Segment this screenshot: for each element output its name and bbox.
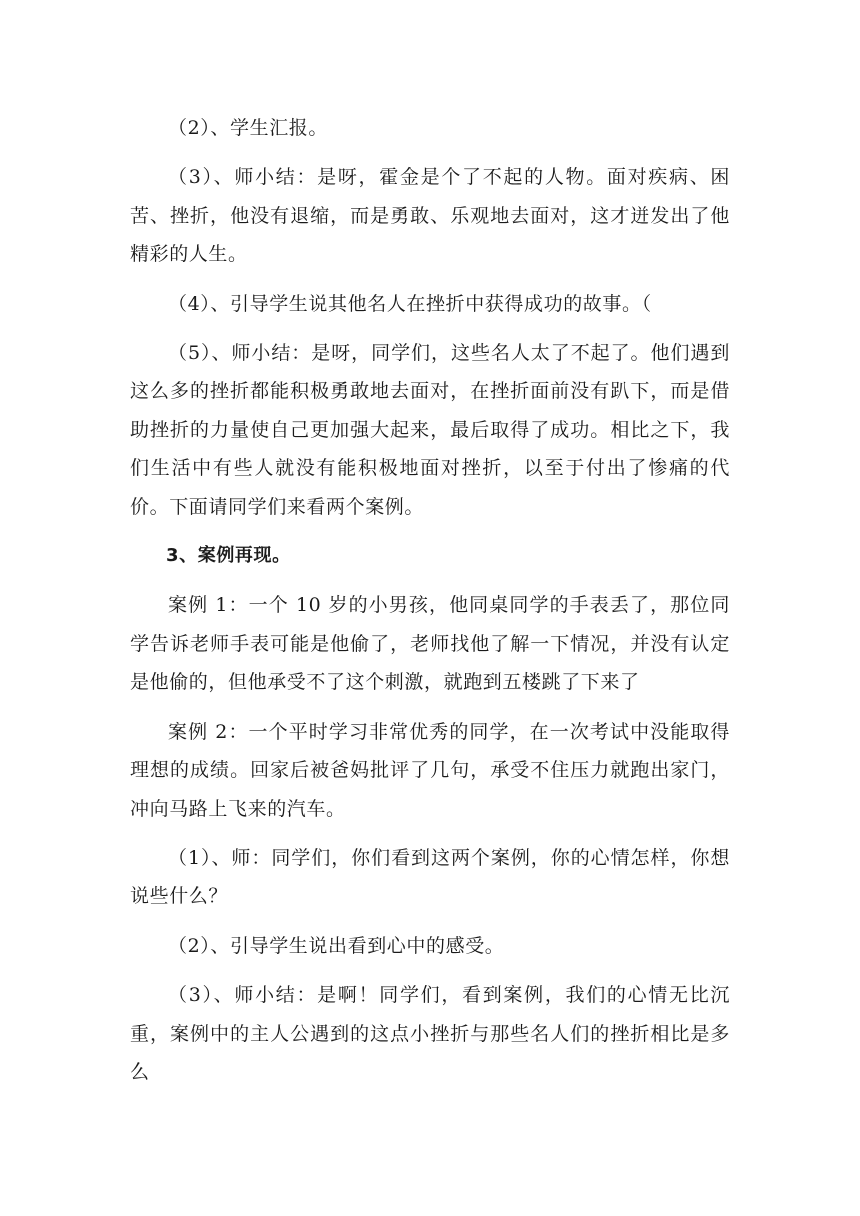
paragraph-case-1: 案例 1：一个 10 岁的小男孩，他同桌同学的手表丢了，那位同学告诉老师手表可能是他偷了，老师找他了解一下情况，并没有认定是他偷的，但他承受不了这个刺激，就跑到五楼跳了下来了 <box>130 594 730 694</box>
paragraph-case-2: 案例 2：一个平时学习非常优秀的同学，在一次考试中没能取得理想的成绩。回家后被爸妈批评了几句，承受不住压力就跑出家门，冲向马路上飞来的汽车。 <box>130 720 730 820</box>
paragraph-teacher-question: （1）、师：同学们，你们看到这两个案例，你的心情怎样，你想说些什么？ <box>130 846 730 908</box>
paragraph-teacher-summary-famous: （5）、师小结：是呀，同学们，这些名人太了不起了。他们遇到这么多的挫折都能积极勇敢地去面对，在挫折面前没有趴下，而是借助挫折的力量使自己更加强大起来，最后取得了成功。相比之下，我们生活中有些人就没有能积极地面对挫折，以至于付出了惨痛的代价。下面请同学们来看两个案例。 <box>130 342 730 518</box>
paragraph-teacher-summary-cases: （3）、师小结：是啊！同学们，看到案例，我们的心情无比沉重，案例中的主人公遇到的这点小挫折与那些名人们的挫折相比是多么 <box>130 984 730 1083</box>
paragraph-student-report: （2）、学生汇报。 <box>168 117 328 139</box>
paragraph-guide-famous-stories: （4）、引导学生说其他名人在挫折中获得成功的故事。（ <box>168 292 652 315</box>
section-heading-case-review: 3、案例再现。 <box>166 545 291 567</box>
paragraph-teacher-summary-hawking: （3）、师小结：是呀，霍金是个了不起的人物。面对疾病、困苦、挫折，他没有退缩，而是勇敢、乐观地去面对，这才迸发出了他精彩的人生。 <box>130 166 730 266</box>
paragraph-guide-feelings: （2）、引导学生说出看到心中的感受。 <box>168 934 505 957</box>
document-body <box>130 109 730 1102</box>
